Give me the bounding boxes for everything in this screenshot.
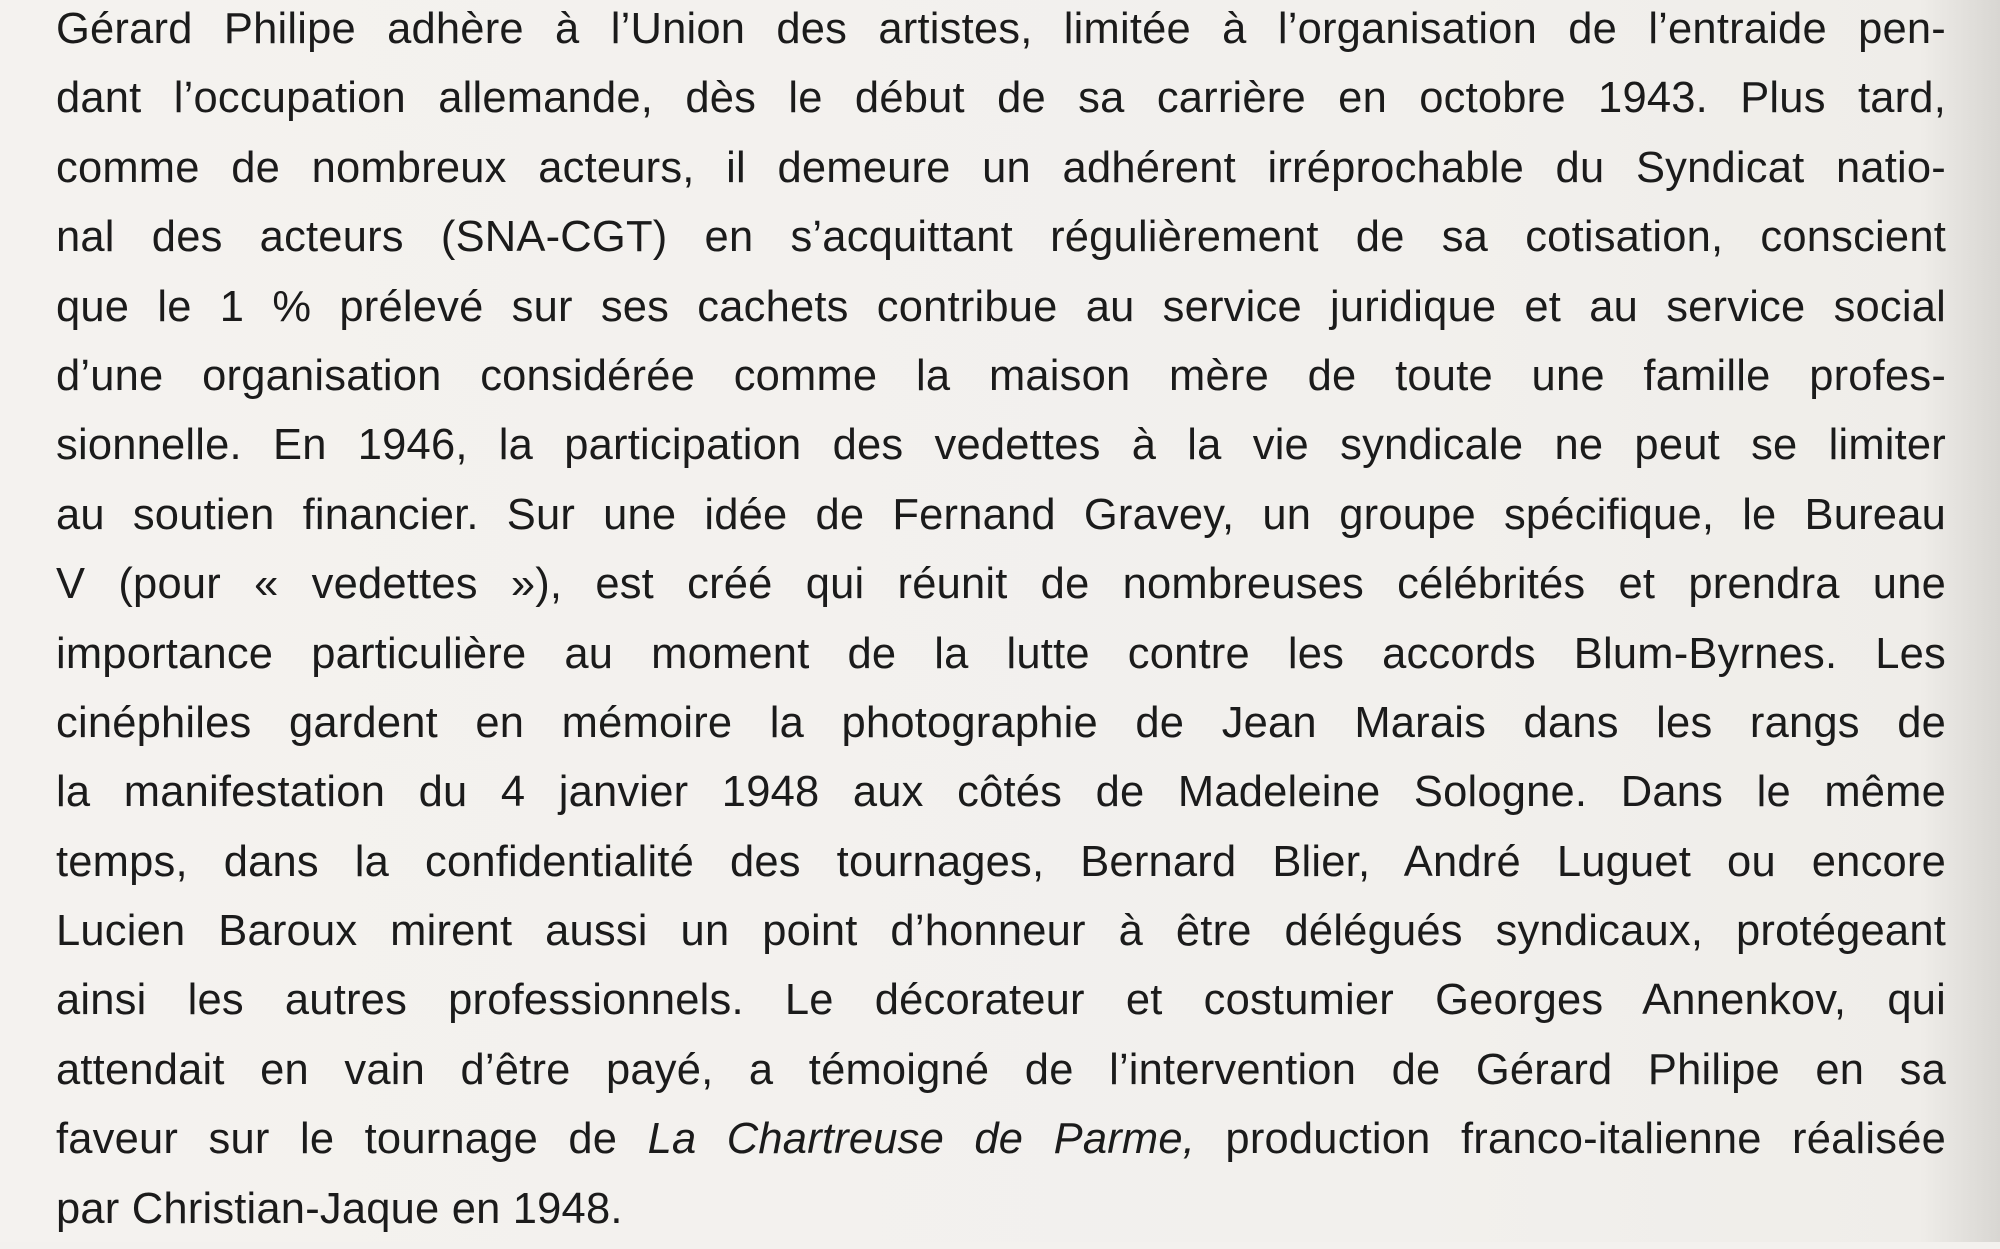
text-line-11: cinéphiles gardent en mémoire la photographie de Jean Marais dans les rangs de	[56, 698, 1946, 747]
text-line-7: sionnelle. En 1946, la participation des vedettes à la vie syndicale ne peut se limiter	[56, 421, 1946, 470]
text-line-4: nal des acteurs (SNA-CGT) en s’acquittant régulièrement de sa cotisation, conscient	[56, 213, 1946, 262]
text-line-14: Lucien Baroux mirent aussi un point d’honneur à être délégués syndicaux, protégeant	[56, 907, 1946, 956]
text-line-10: importance particulière au moment de la lutte contre les accords Blum-Byrnes. Les	[56, 629, 1946, 678]
text-line-15: ainsi les autres professionnels. Le décorateur et costumier Georges Annenkov, qui	[56, 976, 1946, 1025]
text-line-17-before: faveur sur le tournage de	[56, 1115, 648, 1164]
text-line-17-after: production franco-italienne réalisée	[1195, 1115, 1946, 1164]
text-line-17	[56, 1110, 1946, 1179]
text-line-8: au soutien financier. Sur une idée de Fernand Gravey, un groupe spécifique, le Bureau	[56, 490, 1946, 539]
text-line-16: attendait en vain d’être payé, a témoigné de l’intervention de Gérard Philipe en sa	[56, 1045, 1946, 1094]
text-line-2: dant l’occupation allemande, dès le début de sa carrière en octobre 1943. Plus tard,	[56, 74, 1946, 123]
text-line-3: comme de nombreux acteurs, il demeure un adhérent irréprochable du Syndicat natio-	[56, 143, 1946, 192]
film-title-italic: La Chartreuse de Parme,	[647, 1115, 1196, 1164]
text-line-13: temps, dans la confidentialité des tournages, Bernard Blier, André Luguet ou encore	[56, 837, 1946, 886]
body-paragraph	[56, 0, 1946, 1249]
text-line-6: d’une organisation considérée comme la maison mère de toute une famille profes-	[56, 351, 1946, 400]
text-line-9: V (pour « vedettes »), est créé qui réunit de nombreuses célébrités et prendra une	[56, 560, 1946, 609]
text-line-18: par Christian-Jaque en 1948.	[56, 1184, 623, 1233]
text-line-5: que le 1 % prélevé sur ses cachets contribue au service juridique et au service social	[56, 282, 1946, 331]
text-line-1: Gérard Philipe adhère à l’Union des artistes, limitée à l’organisation de l’entraide pen-	[56, 5, 1946, 53]
text-line-12: la manifestation du 4 janvier 1948 aux côtés de Madeleine Sologne. Dans le même	[56, 768, 1946, 817]
